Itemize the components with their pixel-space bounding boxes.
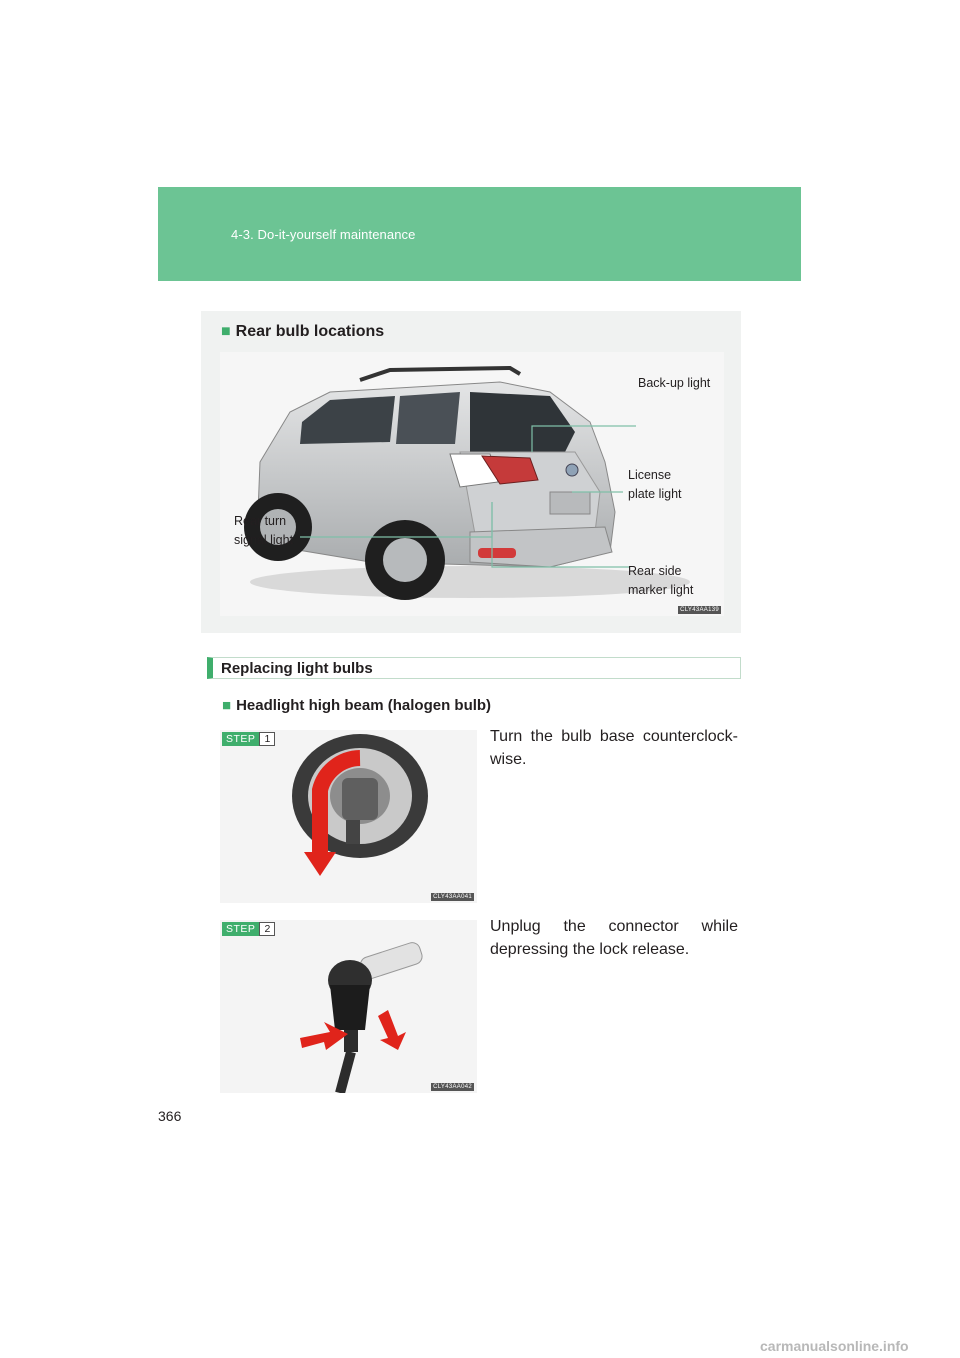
step-1-image-code: CLY43AA041 bbox=[433, 894, 472, 900]
section-label: 4-3. Do-it-yourself maintenance bbox=[231, 227, 416, 242]
turn-label-line2: signal light bbox=[234, 533, 294, 547]
backup-light-label: Back-up light bbox=[638, 376, 711, 390]
callout-rear-side-marker bbox=[628, 562, 693, 600]
replacing-bulbs-title: Replacing light bulbs bbox=[221, 660, 373, 677]
marker-label-line2: marker light bbox=[628, 583, 694, 597]
step-2-image-code: CLY43AA042 bbox=[433, 1084, 472, 1090]
turn-label-line1: Rear turn bbox=[234, 514, 287, 528]
headlight-high-beam-text: Headlight high beam (halogen bulb) bbox=[236, 697, 492, 714]
rear-bulb-heading bbox=[221, 323, 384, 341]
rear-bulb-panel bbox=[201, 311, 741, 633]
step-2-text: Unplug the connector while depressing the lock release. bbox=[490, 918, 738, 958]
step-2-tag bbox=[222, 922, 275, 936]
step-2-number: 2 bbox=[259, 922, 275, 936]
rear-image-code: CLY43AA139 bbox=[680, 607, 719, 613]
step-1-tag bbox=[222, 732, 275, 746]
step-1-text: Turn the bulb base counterclock-wise. bbox=[490, 728, 738, 768]
rear-car-illustration bbox=[220, 352, 724, 616]
section-header-band bbox=[158, 187, 801, 281]
callout-license-plate-light bbox=[628, 466, 682, 504]
square-bullet-icon: ■ bbox=[221, 323, 231, 340]
license-label-line1: License bbox=[628, 468, 672, 482]
step-1-label: STEP bbox=[222, 732, 259, 746]
license-label-line2: plate light bbox=[628, 487, 682, 501]
watermark: carmanualsonline.info bbox=[760, 1338, 909, 1354]
connector-unplug-svg bbox=[220, 920, 477, 1093]
page-number: 366 bbox=[158, 1108, 182, 1124]
step-1-illustration bbox=[220, 730, 477, 903]
callout-backup-light bbox=[638, 374, 710, 393]
marker-label-line1: Rear side bbox=[628, 564, 682, 578]
replacing-bulbs-title-bar bbox=[207, 657, 741, 679]
bulb-base-rotate-svg bbox=[220, 730, 477, 903]
square-bullet-icon: ■ bbox=[222, 697, 232, 714]
headlight-high-beam-heading bbox=[222, 697, 491, 714]
step-2-label: STEP bbox=[222, 922, 259, 936]
step-2-illustration bbox=[220, 920, 477, 1093]
step-1-number: 1 bbox=[259, 732, 275, 746]
callout-rear-turn-signal bbox=[234, 512, 293, 550]
rear-bulb-heading-text: Rear bulb locations bbox=[235, 323, 385, 340]
